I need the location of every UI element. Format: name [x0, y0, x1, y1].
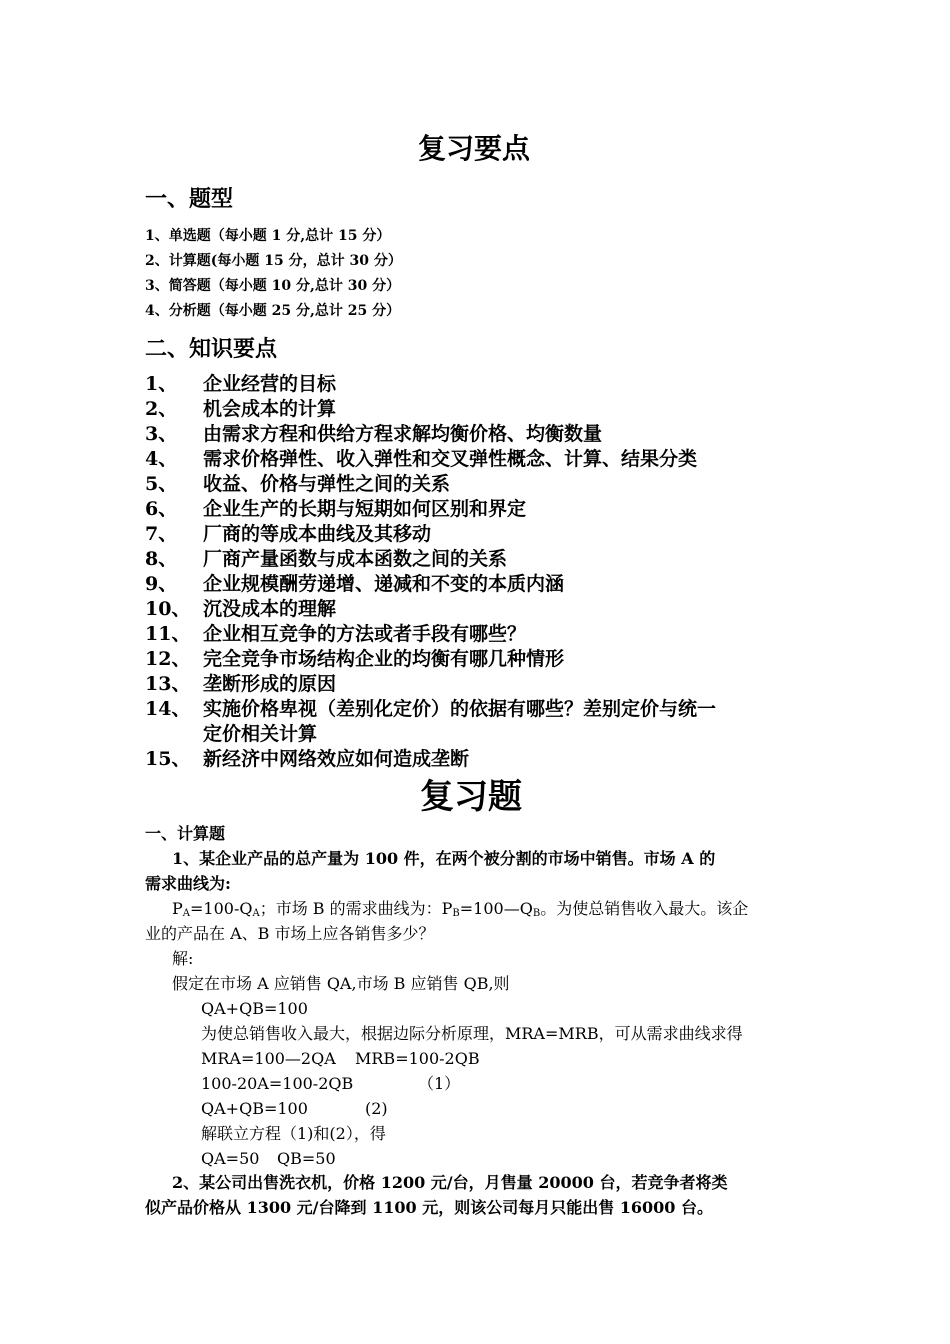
- kp-text: 厂商的等成本曲线及其移动: [203, 523, 432, 545]
- kp-number: 15、: [145, 748, 191, 770]
- question-type-2: 2、计算题(每小题 15 分，总计 30 分）: [145, 253, 402, 269]
- kp-text: 收益、价格与弹性之间的关系: [203, 473, 451, 495]
- kp-number: 6、: [145, 498, 178, 520]
- kp-number: 12、: [145, 648, 191, 670]
- kp-text-continued: 定价相关计算: [203, 723, 318, 745]
- q1-line4: 业的产品在 A、B 市场上应各销售多少？: [145, 924, 435, 943]
- kp-text: 由需求方程和供给方程求解均衡价格、均衡数量: [203, 423, 603, 445]
- solution-step: QA+QB=100: [201, 1099, 308, 1118]
- solution-step: QB=50: [277, 1149, 336, 1168]
- solution-step: 为使总销售收入最大，根据边际分析原理，MRA=MRB，可从需求曲线求得: [201, 1024, 743, 1043]
- q1-qb-sub: B: [532, 908, 541, 919]
- q1-mid: ；市场 B 的需求曲线为：P: [259, 899, 453, 918]
- kp-text: 企业规模酬劳递增、递减和不变的本质内涵: [203, 573, 565, 595]
- kp-text: 机会成本的计算: [203, 398, 337, 420]
- kp-text: 企业生产的长期与短期如何区别和界定: [203, 498, 527, 520]
- kp-number: 2、: [145, 398, 178, 420]
- solution-step: 假定在市场 A 应销售 QA,市场 B 应销售 QB,则: [172, 974, 510, 993]
- kp-text: 企业经营的目标: [203, 373, 337, 395]
- section-question-types: 一、题型: [145, 186, 234, 212]
- q1-pa-eq: =100-Q: [190, 899, 253, 918]
- kp-number: 9、: [145, 573, 178, 595]
- solution-label: 解:: [172, 949, 194, 968]
- equation-number: （1）: [418, 1074, 461, 1093]
- q1-pa-sub: A: [182, 908, 190, 919]
- kp-text: 沉没成本的理解: [203, 598, 337, 620]
- solution-step: QA+QB=100: [201, 999, 308, 1018]
- section-calculation: 一、计算题: [145, 824, 226, 843]
- title-review-questions: 复习题: [420, 777, 522, 817]
- q1-qa-sub: A: [252, 908, 260, 919]
- kp-number: 13、: [145, 673, 191, 695]
- q1-demand-curves: [172, 901, 748, 919]
- title-review-points: 复习要点: [418, 132, 531, 165]
- question-type-4: 4、分析题（每小题 25 分,总计 25 分）: [145, 303, 401, 319]
- kp-text: 实施价格卑视（差别化定价）的依据有哪些？差别定价与统一: [203, 698, 717, 720]
- kp-number: 5、: [145, 473, 178, 495]
- kp-text: 需求价格弹性、收入弹性和交叉弹性概念、计算、结果分类: [203, 448, 698, 470]
- kp-number: 14、: [145, 698, 191, 720]
- kp-text: 垄断形成的原因: [203, 673, 337, 695]
- q2-line1: 2、某公司出售洗衣机，价格 1200 元/台，月售量 20000 台，若竞争者将类: [172, 1173, 728, 1192]
- q1-tail: 。为使总销售收入最大。该企: [540, 899, 749, 918]
- q2-line2: 似产品价格从 1300 元/台降到 1100 元，则该公司每月只能出售 16000 台。: [145, 1198, 713, 1217]
- kp-number: 10、: [145, 598, 191, 620]
- section-knowledge-points: 二、知识要点: [145, 336, 278, 362]
- q1-pb-sub: B: [452, 908, 460, 919]
- kp-number: 8、: [145, 548, 178, 570]
- kp-number: 1、: [145, 373, 178, 395]
- kp-text: 厂商产量函数与成本函数之间的关系: [203, 548, 508, 570]
- q1-line1: 1、某企业产品的总产量为 100 件，在两个被分割的市场中销售。市场 A 的: [172, 849, 716, 868]
- solution-step: MRA=100—2QA: [201, 1049, 336, 1068]
- kp-text: 完全竞争市场结构企业的均衡有哪几种情形: [203, 648, 565, 670]
- equation-number: (2): [365, 1099, 388, 1118]
- solution-step: 解联立方程（1)和(2），得: [201, 1124, 386, 1143]
- q1-pa: P: [172, 899, 183, 918]
- q1-pb-eq: =100—Q: [459, 899, 533, 918]
- solution-step: 100-20A=100-2QB: [201, 1074, 354, 1093]
- solution-step: MRB=100-2QB: [355, 1049, 480, 1068]
- question-type-3: 3、简答题（每小题 10 分,总计 30 分）: [145, 278, 401, 294]
- kp-text: 企业相互竞争的方法或者手段有哪些？: [203, 623, 527, 645]
- q1-line2: 需求曲线为:: [145, 874, 231, 893]
- solution-step: QA=50: [201, 1149, 260, 1168]
- kp-number: 7、: [145, 523, 178, 545]
- kp-number: 3、: [145, 423, 178, 445]
- question-type-1: 1、单选题（每小题 1 分,总计 15 分）: [145, 228, 391, 244]
- kp-number: 11、: [145, 623, 191, 645]
- kp-number: 4、: [145, 448, 178, 470]
- kp-text: 新经济中网络效应如何造成垄断: [203, 748, 470, 770]
